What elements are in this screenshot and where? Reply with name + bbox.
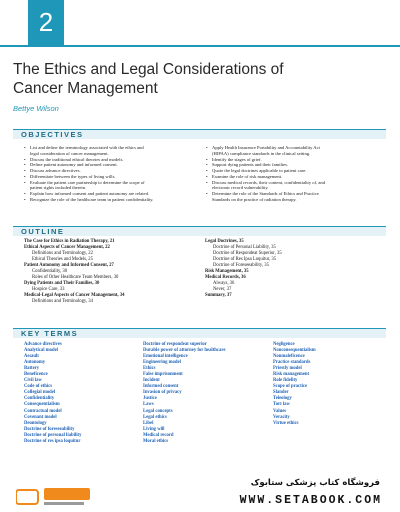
key-term: Veracity: [273, 414, 290, 420]
key-term: Slander: [273, 390, 289, 396]
key-term: Moral ethics: [143, 438, 169, 444]
key-term: Invasion of privacy: [143, 390, 182, 396]
key-term: Negligence: [273, 342, 295, 347]
chapter-title: [13, 60, 373, 98]
objective-item: • Explain how informed consent and patient autonomy are related.: [24, 191, 204, 197]
author-name: Bettye Wilson: [13, 104, 59, 113]
outline-subitem: Definitions and Terminology, 22: [32, 251, 93, 257]
objective-item: • Define patient autonomy and informed consent.: [24, 162, 204, 168]
objectives-heading: OBJECTIVES: [13, 129, 386, 139]
key-term: Justice: [143, 396, 157, 402]
outline-heading-item: Legal Doctrines, 35: [205, 239, 244, 244]
key-term: Incident: [143, 378, 160, 384]
outline-subitem: Ethical Theories and Models, 25: [32, 257, 93, 263]
key-term: False imprisonment: [143, 372, 183, 378]
watermark-persian-text: فروشگاه کتاب پزشکی ستابوک: [250, 478, 380, 488]
outline-heading-item: Dying Patients and Their Families, 30: [24, 281, 100, 287]
outline-subitem: Hospice Care, 33: [32, 287, 65, 293]
key-term: Collegial model: [24, 390, 56, 396]
key-term: Living will: [143, 426, 165, 432]
key-term: Doctrine of respondeat superior: [143, 342, 207, 347]
key-term: Role fidelity: [273, 378, 298, 384]
key-term: Beneficence: [24, 372, 48, 378]
outline-heading-item: Risk Management, 35: [205, 269, 249, 275]
key-term: Durable power of attorney for healthcare: [143, 348, 226, 354]
objective-item: legal consideration of cancer management.: [30, 150, 109, 156]
outline-subitem: Doctrine of Foreseeability, 35: [213, 263, 269, 269]
key-term: Doctrine of res ipsa loquitur: [24, 438, 81, 444]
key-term: Engineering model: [143, 360, 181, 366]
objective-item: patient rights included therein.: [30, 185, 87, 191]
key-term: Nonconsequentialism: [273, 348, 316, 354]
key-term: Tort law: [273, 402, 290, 408]
objective-item: • Discuss the traditional ethical theories and models.: [24, 157, 204, 163]
key-term: Doctrine of foreseeability: [24, 426, 75, 432]
header-rule: [0, 45, 400, 47]
objective-item: • Examine the role of risk management.: [206, 174, 386, 180]
key-term: Autonomy: [24, 360, 46, 366]
objective-item: • Support dying patients and their families.: [206, 162, 386, 168]
objective-item: Standards on the practice of radiation therapy.: [212, 196, 297, 202]
objective-item: (HIPAA) compliance standards in the clinical setting.: [212, 150, 311, 156]
key-terms-column-2: [143, 342, 268, 445]
key-term: Risk management: [273, 372, 310, 378]
key-term: Practice standards: [273, 360, 311, 366]
key-term: Civil law: [24, 378, 42, 384]
chapter-number-tab: 2: [28, 0, 64, 46]
key-term: Emotional intelligence: [143, 354, 188, 360]
key-term: Nonmaleficence: [273, 354, 305, 360]
key-term: Ethics: [143, 366, 156, 372]
objective-item: • Evaluate the patient care partnership to determine the scope of: [24, 180, 204, 186]
outline-left-column: [24, 239, 200, 306]
key-term: Informed consent: [143, 384, 179, 390]
outline-right-column: [205, 239, 381, 299]
outline-heading: OUTLINE: [13, 226, 386, 236]
objective-item: • Quote the legal doctrines applicable to patient care.: [206, 168, 386, 174]
objective-item: • Determine the role of the Standards of Ethics and Practice: [206, 191, 386, 197]
outline-subitem: Confidentiality, 30: [32, 269, 68, 275]
key-term: Legal concepts: [143, 408, 173, 414]
key-term: Battery: [24, 366, 40, 372]
key-term: Analytical model: [24, 348, 58, 354]
outline-subitem: Doctrine of Res Ipsa Loquitur, 35: [213, 257, 277, 263]
key-term: Doctrine of personal liability: [24, 432, 82, 438]
key-term: Assault: [24, 354, 39, 360]
watermark-url: WWW.SETABOOK.COM: [239, 494, 382, 507]
outline-heading-item: Medical-Legal Aspects of Cancer Management, 34: [24, 293, 125, 299]
key-term: Legal ethics: [143, 414, 167, 420]
objective-item: • Discuss medical records, their content, confidentiality of, and: [206, 180, 386, 186]
key-terms-column-1: [24, 342, 139, 445]
outline-heading-item: The Case for Ethics in Radiation Therapy, 21: [24, 239, 115, 244]
key-term: Medical record: [143, 432, 174, 438]
key-term: Virtue ethics: [273, 420, 299, 426]
key-term: Code of ethics: [24, 384, 53, 390]
key-term: Consequentialism: [24, 402, 60, 408]
objective-item: • Apply Health Insurance Portability and Accountability Act: [206, 145, 386, 151]
outline-subitem: Roles of Other Healthcare Team Members, 30: [32, 275, 119, 281]
key-terms-heading: KEY TERMS: [13, 328, 386, 338]
outline-subitem: Never, 37: [213, 287, 232, 293]
outline-subitem: Doctrine of Respondeat Superior, 35: [213, 251, 282, 257]
key-term: Advance directives: [24, 342, 62, 347]
outline-heading-item: Summary, 37: [205, 293, 232, 299]
objective-item: • Discuss advance directives.: [24, 168, 204, 174]
outline-heading-item: Ethical Aspects of Cancer Management, 22: [24, 245, 110, 251]
outline-heading-item: Patient Autonomy and Informed Consent, 27: [24, 263, 114, 269]
key-term: Priestly model: [273, 366, 302, 372]
chapter-title-line2: Cancer Management: [13, 80, 158, 97]
objective-item: • Recognize the role of the healthcare team in patient confidentiality.: [24, 197, 204, 203]
key-term: Confidentiality: [24, 396, 55, 402]
objective-item: electronic record vulnerability.: [212, 185, 269, 191]
chapter-title-line1: The Ethics and Legal Considerations of: [13, 61, 284, 78]
key-term: Covenant model: [24, 414, 57, 420]
objective-item: • Identify the stages of grief.: [206, 157, 386, 163]
key-term: Values: [273, 408, 287, 414]
outline-subitem: Doctrine of Personal Liability, 35: [213, 245, 276, 251]
outline-subitem: Always, 36: [213, 281, 235, 287]
objectives-left-column: [24, 145, 204, 203]
key-term: Contractual model: [24, 408, 62, 414]
key-term: Teleology: [273, 396, 292, 402]
key-term: Laws: [143, 402, 154, 408]
key-terms-column-3: [273, 342, 383, 427]
outline-heading-item: Medical Records, 36: [205, 275, 246, 281]
outline-subitem: Definitions and Terminology, 34: [32, 299, 93, 305]
objective-item: • Differentiate between the types of living wills.: [24, 174, 204, 180]
key-term: Libel: [143, 420, 154, 426]
key-term: Scope of practice: [273, 384, 308, 390]
objectives-right-column: [206, 145, 386, 203]
key-term: Deontology: [24, 420, 47, 426]
setabook-logo: [16, 484, 94, 508]
objective-item: • List and define the terminology associated with the ethics and: [24, 145, 204, 151]
